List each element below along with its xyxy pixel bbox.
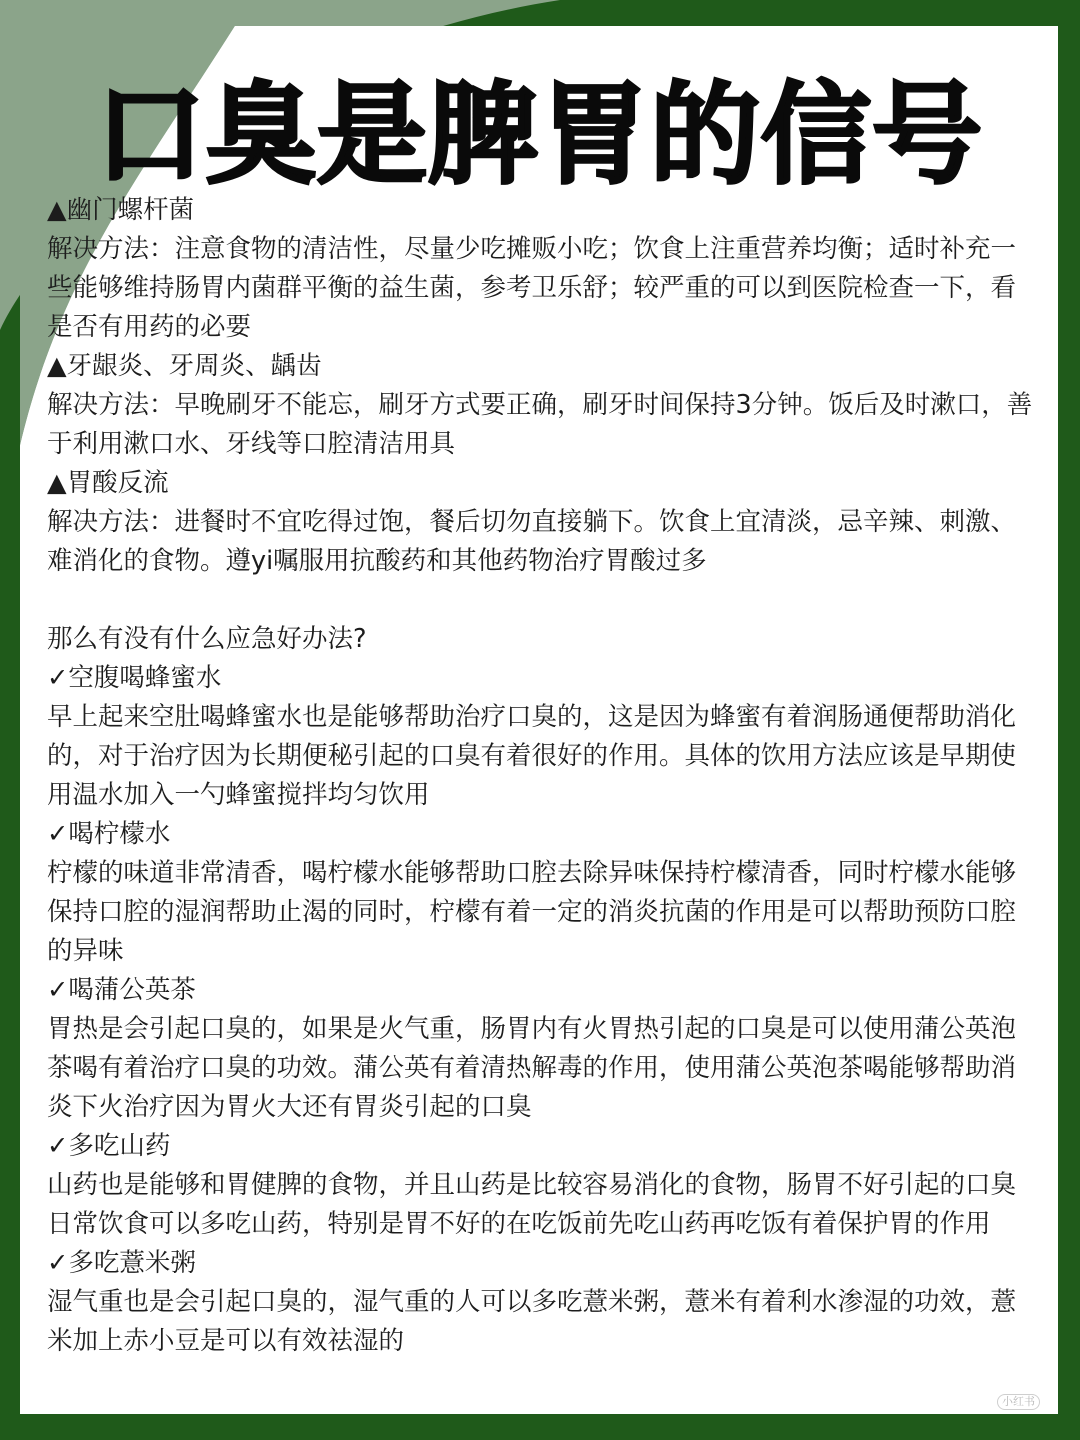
remedy-body: 胃热是会引起口臭的，如果是火气重，肠胃内有火胃热引起的口臭是可以使用蒲公英泡茶喝有着治疗口臭的功效。蒲公英有着清热解毒的作用，使用蒲公英泡茶喝能够帮助消炎下火治疗因为胃火大还有胃炎引起的口臭 xyxy=(47,1014,1017,1122)
page-title: 口臭是脾胃的信号 xyxy=(95,71,983,199)
remedy-heading: ✓空腹喝蜂蜜水 xyxy=(47,663,222,693)
remedy-body: 山药也是能够和胃健脾的食物，并且山药是比较容易消化的食物，肠胃不好引起的口臭日常饮食可以多吃山药，特别是胃不好的在吃饭前先吃山药再吃饭有着保护胃的作用 xyxy=(47,1170,1017,1239)
remedy-heading: ✓多吃薏米粥 xyxy=(47,1248,196,1278)
cause-solution: 解决方法：注意食物的清洁性，尽量少吃摊贩小吃；饮食上注重营养均衡；适时补充一些能够维持肠胃内菌群平衡的益生菌，参考卫乐舒；较严重的可以到医院检查一下，看是否有用药的必要 xyxy=(47,234,1017,342)
cause-solution: 解决方法：进餐时不宜吃得过饱，餐后切勿直接躺下。饮食上宜清淡，忌辛辣、刺激、难消化的食物。遵yi嘱服用抗酸药和其他药物治疗胃酸过多 xyxy=(47,507,1017,576)
remedy-heading: ✓多吃山药 xyxy=(47,1131,171,1161)
remedy-heading: ✓喝柠檬水 xyxy=(47,819,171,849)
remedy-heading: ✓喝蒲公英茶 xyxy=(47,975,196,1005)
remedy-question: 那么有没有什么应急好办法? xyxy=(47,624,367,654)
spacer xyxy=(47,581,1037,620)
cause-heading: ▲胃酸反流 xyxy=(47,468,169,498)
remedy-body: 湿气重也是会引起口臭的，湿气重的人可以多吃薏米粥，薏米有着利水渗湿的功效，薏米加上赤小豆是可以有效祛湿的 xyxy=(47,1287,1017,1356)
content-card xyxy=(20,26,1058,1414)
article-body xyxy=(47,191,1037,1361)
watermark-logo: 小红书 xyxy=(997,1394,1040,1410)
remedy-body: 早上起来空肚喝蜂蜜水也是能够帮助治疗口臭的，这是因为蜂蜜有着润肠通便帮助消化的，对于治疗因为长期便秘引起的口臭有着很好的作用。具体的饮用方法应该是早期使用温水加入一勺蜂蜜搅拌均匀饮用 xyxy=(47,702,1017,810)
cause-heading: ▲幽门螺杆菌 xyxy=(47,195,195,225)
remedy-body: 柠檬的味道非常清香，喝柠檬水能够帮助口腔去除异味保持柠檬清香，同时柠檬水能够保持口腔的湿润帮助止渴的同时，柠檬有着一定的消炎抗菌的作用是可以帮助预防口腔的异味 xyxy=(47,858,1017,966)
cause-heading: ▲牙龈炎、牙周炎、龋齿 xyxy=(47,351,322,381)
cause-solution: 解决方法：早晚刷牙不能忘，刷牙方式要正确，刷牙时间保持3分钟。饭后及时漱口，善于利用漱口水、牙线等口腔清洁用具 xyxy=(47,390,1033,459)
